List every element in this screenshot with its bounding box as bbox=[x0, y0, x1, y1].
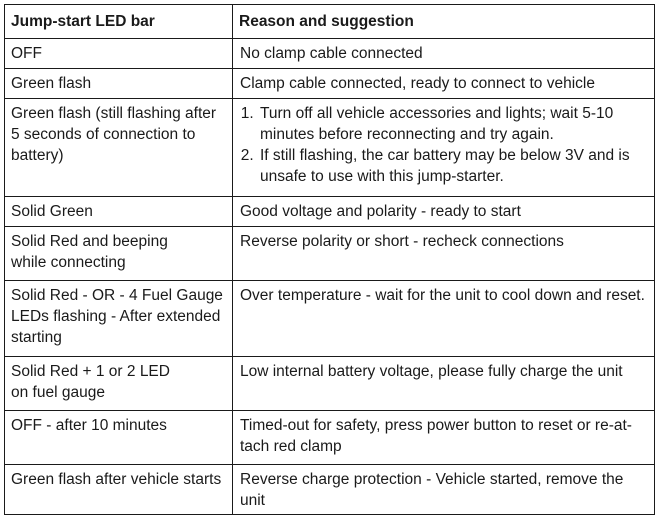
table-header-row bbox=[5, 5, 655, 39]
suggestion-list bbox=[240, 103, 648, 187]
reason-cell: Clamp cable connected, ready to connect to vehicle bbox=[233, 69, 655, 99]
led-cell: OFF - after 10 minutes bbox=[5, 411, 233, 465]
reason-cell: Over temperature - wait for the unit to cool down and reset. bbox=[233, 281, 655, 357]
led-cell: Solid Red and beeping while connecting bbox=[5, 227, 233, 281]
led-table-wrapper bbox=[4, 4, 654, 509]
table-row bbox=[5, 465, 655, 515]
list-item: 2. If still flashing, the car battery may be below 3V and is unsafe to use with this jump-starter. bbox=[258, 145, 648, 187]
led-cell: Green flash (still flashing after 5 seconds of connection to battery) bbox=[5, 99, 233, 197]
led-cell: Green flash after vehicle starts bbox=[5, 465, 233, 515]
reason-cell bbox=[233, 99, 655, 197]
table-row bbox=[5, 69, 655, 99]
led-cell: Green flash bbox=[5, 69, 233, 99]
reason-cell: Low internal battery voltage, please fully charge the unit bbox=[233, 357, 655, 411]
led-cell: OFF bbox=[5, 39, 233, 69]
header-led-bar: Jump-start LED bar bbox=[5, 5, 233, 39]
table-row bbox=[5, 99, 655, 197]
led-cell: Solid Green bbox=[5, 197, 233, 227]
reason-cell: Reverse polarity or short - recheck connections bbox=[233, 227, 655, 281]
reason-cell: Reverse charge protection - Vehicle started, remove the unit bbox=[233, 465, 655, 515]
table-row bbox=[5, 197, 655, 227]
header-reason: Reason and suggestion bbox=[233, 5, 655, 39]
list-item: 1. Turn off all vehicle accessories and lights; wait 5-10 minutes before reconnecting and try again. bbox=[258, 103, 648, 145]
reason-cell: Good voltage and polarity - ready to start bbox=[233, 197, 655, 227]
table-row bbox=[5, 39, 655, 69]
table-row bbox=[5, 411, 655, 465]
led-status-table bbox=[4, 4, 655, 515]
led-cell: Solid Red - OR - 4 Fuel Gauge LEDs flashing - After extended starting bbox=[5, 281, 233, 357]
reason-cell: Timed-out for safety, press power button to reset or re-at- tach red clamp bbox=[233, 411, 655, 465]
table-row bbox=[5, 281, 655, 357]
table-row bbox=[5, 357, 655, 411]
table-row bbox=[5, 227, 655, 281]
reason-cell: No clamp cable connected bbox=[233, 39, 655, 69]
led-cell: Solid Red + 1 or 2 LED on fuel gauge bbox=[5, 357, 233, 411]
